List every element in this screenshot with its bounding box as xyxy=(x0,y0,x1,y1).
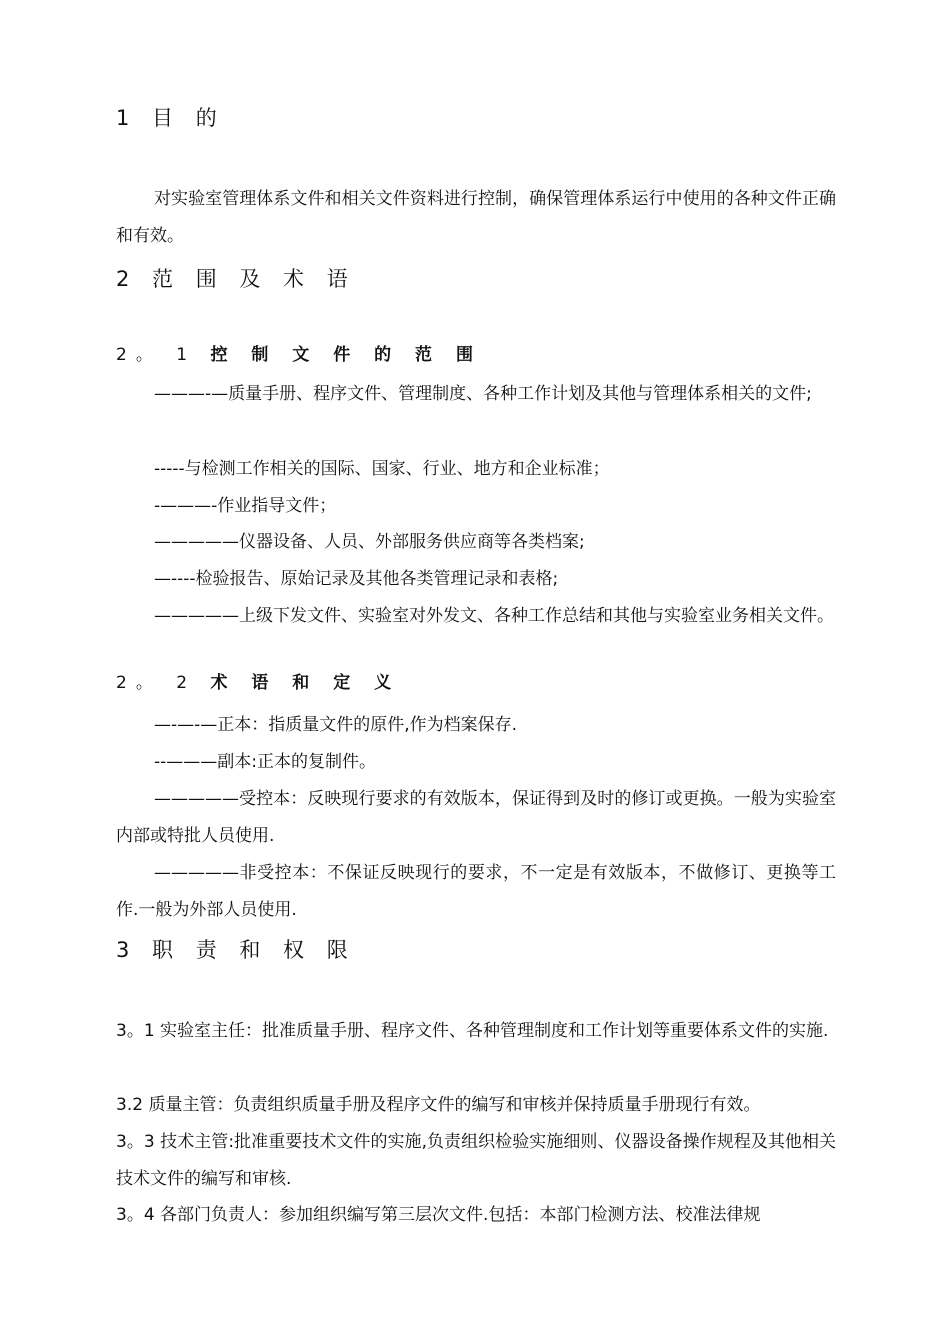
term-item: —-—-—正本：指质量文件的原件,作为档案保存. xyxy=(154,715,518,735)
scope-item: -----与检测工作相关的国际、国家、行业、地方和企业标准； xyxy=(154,459,610,479)
subsection-2-1-number: 2。 1 xyxy=(116,345,211,365)
term-item: --———副本:正本的复制件。 xyxy=(154,752,376,772)
subsection-2-2-title: 术 语 和 定 义 xyxy=(210,673,401,693)
section-1-body: 对实验室管理体系文件和相关文件资料进行控制，确保管理体系运行中使用的各种文件正确和有效。 xyxy=(116,189,836,246)
section-2-heading: 2 范 围 及 术 语 xyxy=(116,267,356,291)
responsibility-item: 3。3 技术主管:批准重要技术文件的实施,负责组织检验实施细则、仪器设备操作规程及其他相关技术文件的编写和审核. xyxy=(116,1132,836,1189)
responsibility-item: 3.2 质量主管：负责组织质量手册及程序文件的编写和审核并保持质量手册现行有效。 xyxy=(116,1095,761,1115)
subsection-2-2-number: 2。 2 xyxy=(116,673,211,693)
scope-item: —----检验报告、原始记录及其他各类管理记录和表格; xyxy=(154,569,559,589)
section-3-heading: 3 职 责 和 权 限 xyxy=(116,938,356,962)
subsection-2-1-heading xyxy=(116,340,482,365)
section-1-heading: 1 目 的 xyxy=(116,106,225,130)
scope-item: ———-—质量手册、程序文件、管理制度、各种工作计划及其他与管理体系相关的文件; xyxy=(154,384,812,404)
term-item: —————非受控本：不保证反映现行的要求，不一定是有效版本，不做修订、更换等工作.一般为外部人员使用. xyxy=(116,863,836,920)
scope-item: —————上级下发文件、实验室对外发文、各种工作总结和其他与实验室业务相关文件。 xyxy=(154,606,834,626)
scope-item: —————仪器设备、人员、外部服务供应商等各类档案; xyxy=(154,532,585,552)
subsection-2-1-title: 控 制 文 件 的 范 围 xyxy=(210,345,482,365)
responsibility-item: 3。1 实验室主任：批准质量手册、程序文件、各种管理制度和工作计划等重要体系文件的实施. xyxy=(116,1021,829,1041)
scope-item: -———-作业指导文件； xyxy=(154,496,337,516)
responsibility-item: 3。4 各部门负责人：参加组织编写第三层次文件.包括：本部门检测方法、校准法律规 xyxy=(116,1205,761,1225)
term-item: —————受控本：反映现行要求的有效版本，保证得到及时的修订或更换。一般为实验室内部或特批人员使用. xyxy=(116,789,836,846)
subsection-2-2-heading xyxy=(116,668,400,693)
